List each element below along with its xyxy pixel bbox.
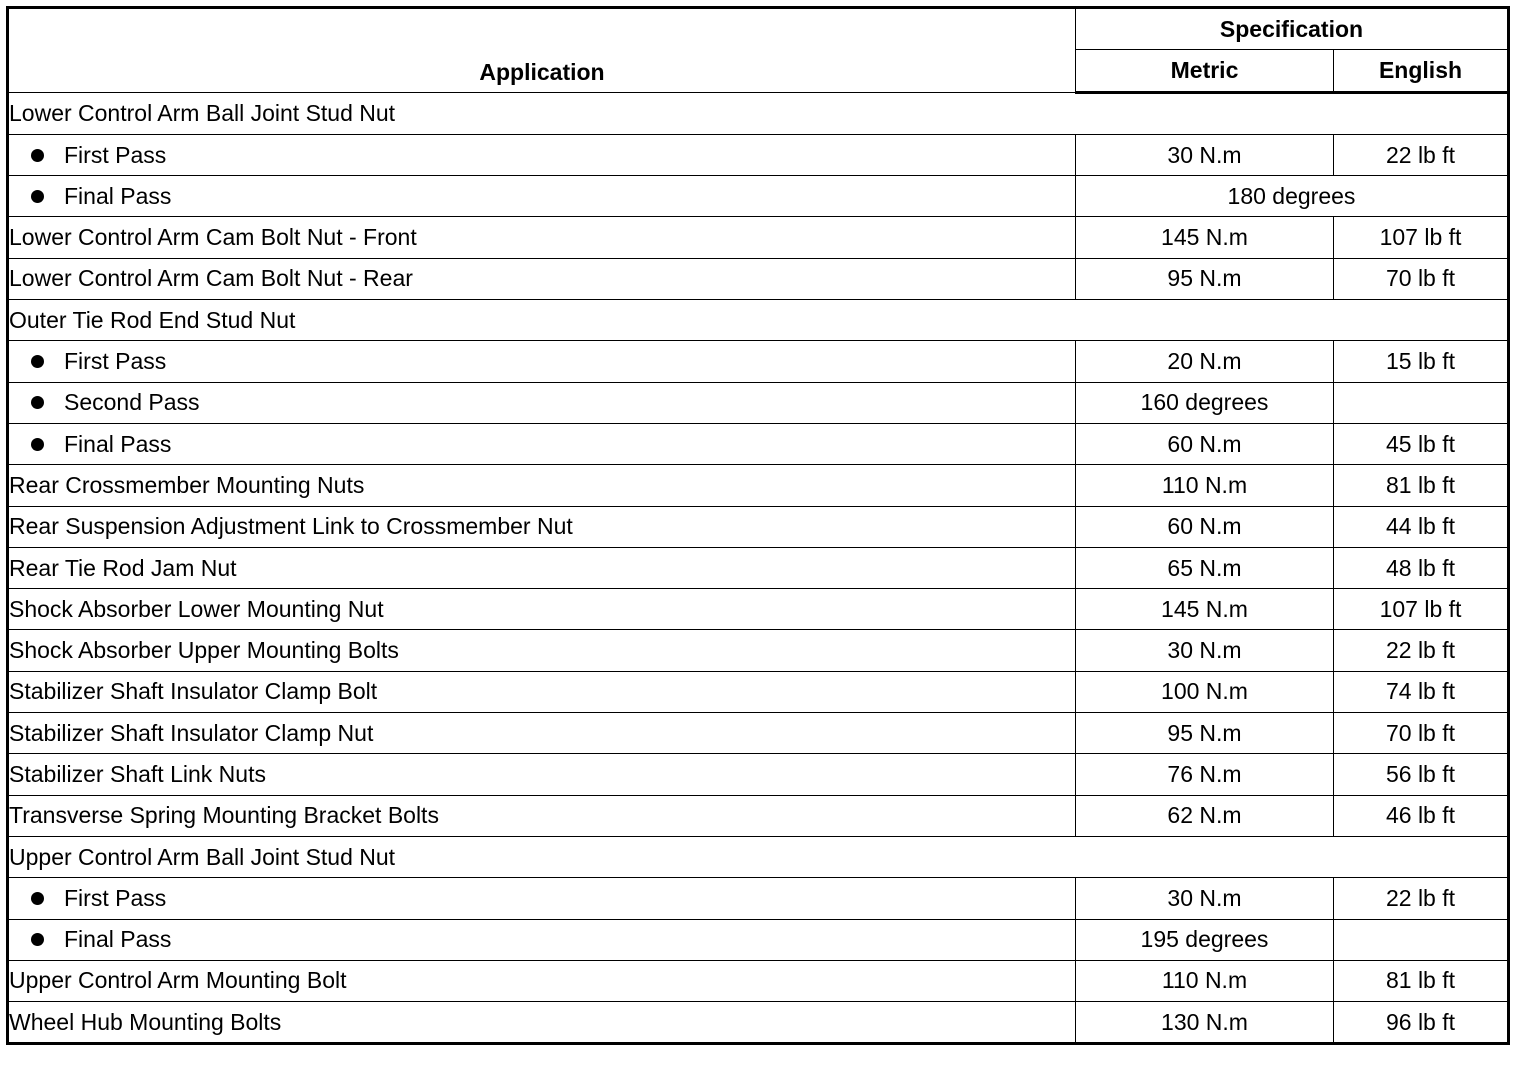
application-label: Stabilizer Shaft Link Nuts xyxy=(9,760,266,787)
table-row xyxy=(8,176,1509,217)
english-cell: 56 lb ft xyxy=(1334,754,1509,795)
application-label: First Pass xyxy=(64,884,167,911)
table-row xyxy=(8,134,1509,175)
table-row xyxy=(8,506,1509,547)
table-row xyxy=(8,919,1509,960)
application-cell xyxy=(8,217,1076,258)
application-cell xyxy=(8,423,1076,464)
metric-column-header: Metric xyxy=(1076,50,1334,92)
english-cell: 45 lb ft xyxy=(1334,423,1509,464)
application-cell xyxy=(8,630,1076,671)
table-row xyxy=(8,465,1509,506)
metric-cell: 60 N.m xyxy=(1076,423,1334,464)
english-cell: 48 lb ft xyxy=(1334,547,1509,588)
table-row xyxy=(8,795,1509,836)
metric-cell: 95 N.m xyxy=(1076,258,1334,299)
table-row xyxy=(8,547,1509,588)
application-label: Outer Tie Rod End Stud Nut xyxy=(9,306,296,333)
metric-cell: 145 N.m xyxy=(1076,589,1334,630)
english-cell: 15 lb ft xyxy=(1334,341,1509,382)
english-cell xyxy=(1334,382,1509,423)
english-cell: 22 lb ft xyxy=(1334,878,1509,919)
metric-cell: 30 N.m xyxy=(1076,630,1334,671)
bullet-icon xyxy=(31,396,44,409)
table-row xyxy=(8,878,1509,919)
metric-cell: 60 N.m xyxy=(1076,506,1334,547)
application-cell xyxy=(8,754,1076,795)
application-cell xyxy=(8,589,1076,630)
application-cell xyxy=(8,878,1076,919)
table-row xyxy=(8,836,1509,877)
application-label: Shock Absorber Upper Mounting Bolts xyxy=(9,637,399,664)
application-cell xyxy=(8,258,1076,299)
metric-cell: 110 N.m xyxy=(1076,960,1334,1001)
application-label: Upper Control Arm Mounting Bolt xyxy=(9,967,347,994)
english-cell: 22 lb ft xyxy=(1334,134,1509,175)
metric-cell: 20 N.m xyxy=(1076,341,1334,382)
english-cell: 74 lb ft xyxy=(1334,671,1509,712)
bullet-icon xyxy=(31,933,44,946)
table-row xyxy=(8,382,1509,423)
english-cell: 107 lb ft xyxy=(1334,589,1509,630)
table-row xyxy=(8,960,1509,1001)
table-row xyxy=(8,713,1509,754)
application-label: Upper Control Arm Ball Joint Stud Nut xyxy=(9,843,396,870)
metric-cell: 30 N.m xyxy=(1076,134,1334,175)
application-label: First Pass xyxy=(64,141,167,168)
metric-cell: 30 N.m xyxy=(1076,878,1334,919)
table-row xyxy=(8,341,1509,382)
application-label: Final Pass xyxy=(64,182,172,209)
application-label: Second Pass xyxy=(64,389,200,416)
application-label: Lower Control Arm Ball Joint Stud Nut xyxy=(9,100,396,127)
application-cell xyxy=(8,465,1076,506)
bullet-icon xyxy=(31,149,44,162)
application-label: Rear Suspension Adjustment Link to Crossmember Nut xyxy=(9,513,573,540)
table-body xyxy=(8,92,1509,1044)
specification-cell: 180 degrees xyxy=(1076,176,1509,217)
header-row-top xyxy=(8,8,1509,50)
metric-cell: 76 N.m xyxy=(1076,754,1334,795)
table-row xyxy=(8,217,1509,258)
metric-cell: 110 N.m xyxy=(1076,465,1334,506)
metric-cell: 62 N.m xyxy=(1076,795,1334,836)
metric-cell: 100 N.m xyxy=(1076,671,1334,712)
application-cell xyxy=(8,341,1076,382)
table-row xyxy=(8,630,1509,671)
english-cell: 96 lb ft xyxy=(1334,1002,1509,1044)
fastener-tightening-specifications-table xyxy=(6,6,1510,1045)
application-label: Final Pass xyxy=(64,926,172,953)
english-cell: 107 lb ft xyxy=(1334,217,1509,258)
table-header xyxy=(8,8,1509,93)
table-row xyxy=(8,589,1509,630)
application-label: Lower Control Arm Cam Bolt Nut - Rear xyxy=(9,265,413,292)
application-label: Stabilizer Shaft Insulator Clamp Bolt xyxy=(9,678,378,705)
application-label: Wheel Hub Mounting Bolts xyxy=(9,1008,282,1035)
application-label: Final Pass xyxy=(64,430,172,457)
application-label: Stabilizer Shaft Insulator Clamp Nut xyxy=(9,719,374,746)
application-label: First Pass xyxy=(64,348,167,375)
table-row xyxy=(8,300,1509,341)
specification-column-header: Specification xyxy=(1076,8,1509,50)
bullet-icon xyxy=(31,190,44,203)
application-label: Lower Control Arm Cam Bolt Nut - Front xyxy=(9,224,417,251)
bullet-icon xyxy=(31,892,44,905)
metric-cell: 160 degrees xyxy=(1076,382,1334,423)
table-row xyxy=(8,1002,1509,1044)
english-cell: 46 lb ft xyxy=(1334,795,1509,836)
english-cell: 81 lb ft xyxy=(1334,960,1509,1001)
english-cell: 70 lb ft xyxy=(1334,713,1509,754)
metric-cell: 130 N.m xyxy=(1076,1002,1334,1044)
application-cell xyxy=(8,795,1076,836)
table-row xyxy=(8,423,1509,464)
application-cell xyxy=(8,547,1076,588)
group-heading-cell xyxy=(8,92,1509,134)
application-cell xyxy=(8,1002,1076,1044)
application-cell xyxy=(8,382,1076,423)
application-cell xyxy=(8,176,1076,217)
bullet-icon xyxy=(31,355,44,368)
application-cell xyxy=(8,919,1076,960)
application-label: Shock Absorber Lower Mounting Nut xyxy=(9,595,384,622)
table-row xyxy=(8,671,1509,712)
english-cell: 22 lb ft xyxy=(1334,630,1509,671)
english-cell: 81 lb ft xyxy=(1334,465,1509,506)
application-cell xyxy=(8,960,1076,1001)
application-cell xyxy=(8,671,1076,712)
application-label: Rear Crossmember Mounting Nuts xyxy=(9,471,365,498)
english-cell: 70 lb ft xyxy=(1334,258,1509,299)
english-column-header: English xyxy=(1334,50,1509,92)
application-cell xyxy=(8,134,1076,175)
table-row xyxy=(8,754,1509,795)
group-heading-cell xyxy=(8,300,1509,341)
metric-cell: 195 degrees xyxy=(1076,919,1334,960)
metric-cell: 95 N.m xyxy=(1076,713,1334,754)
application-cell xyxy=(8,713,1076,754)
metric-cell: 65 N.m xyxy=(1076,547,1334,588)
application-cell xyxy=(8,506,1076,547)
application-label: Transverse Spring Mounting Bracket Bolts xyxy=(9,802,439,829)
application-label: Rear Tie Rod Jam Nut xyxy=(9,554,237,581)
table-row xyxy=(8,258,1509,299)
group-heading-cell xyxy=(8,836,1509,877)
table-row xyxy=(8,92,1509,134)
english-cell xyxy=(1334,919,1509,960)
application-column-header: Application xyxy=(8,8,1076,93)
bullet-icon xyxy=(31,438,44,451)
metric-cell: 145 N.m xyxy=(1076,217,1334,258)
english-cell: 44 lb ft xyxy=(1334,506,1509,547)
